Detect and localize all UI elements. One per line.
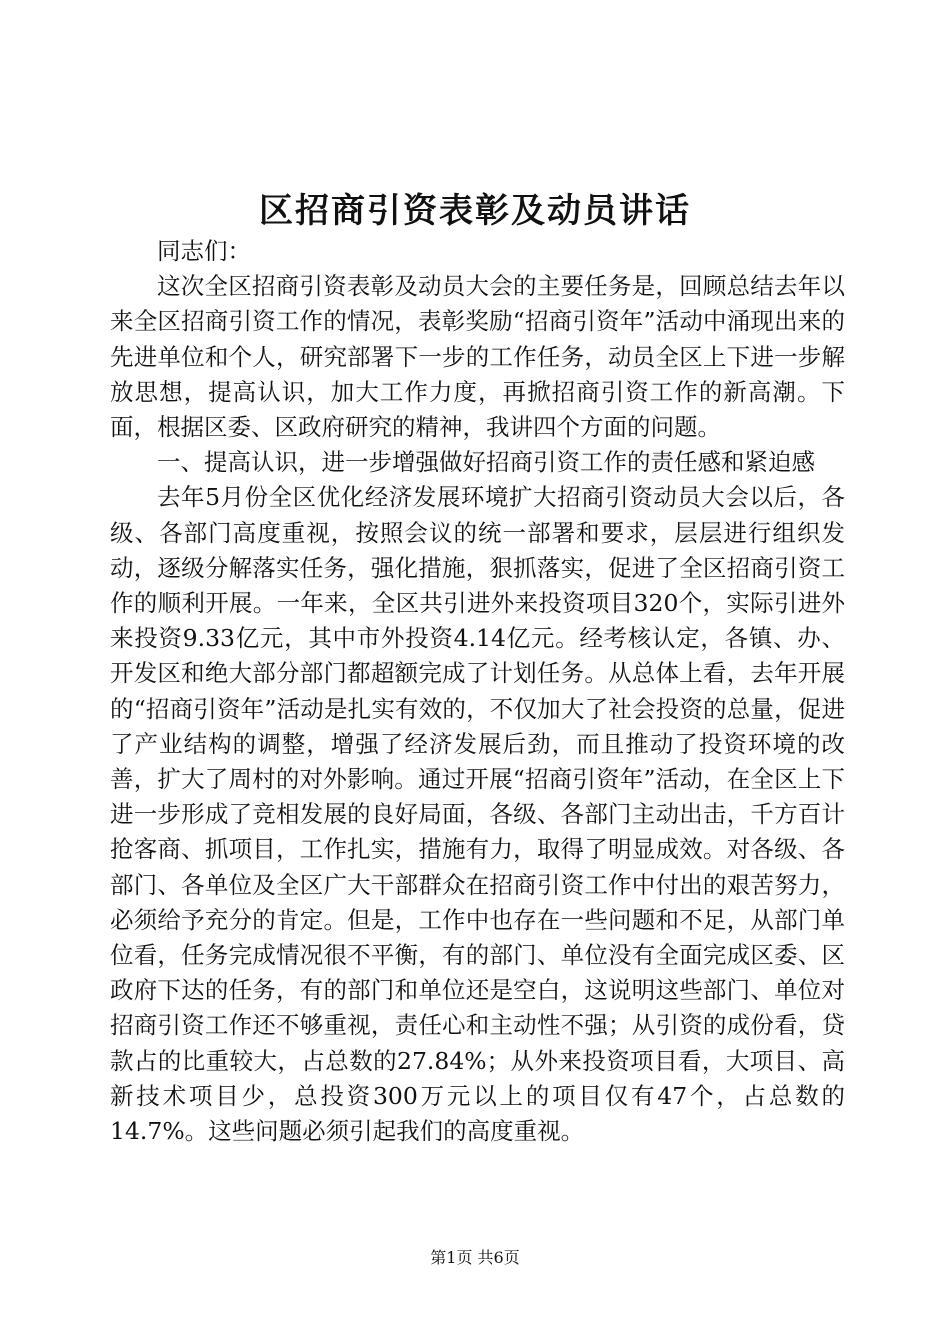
section-heading-1: 一、提高认识，进一步增强做好招商引资工作的责任感和紧迫感	[157, 448, 815, 477]
salutation-paragraph: 同志们：	[157, 237, 251, 265]
intro-paragraph: 这次全区招商引资表彰及动员大会的主要任务是，回顾总结去年以来全区招商引资工作的情况，表彰奖励“招商引资年”活动中涌现出来的先进单位和个人，研究部署下一步的工作任务，动员全区上下进一步解放思想，提高认识，加大工作力度，再掀招商引资工作的新高潮。下面，根据区委、区政府研究的精神，我讲四个方面的问题。	[110, 272, 845, 442]
document-body	[110, 234, 845, 1149]
page-footer: 第1页 共6页	[430, 1248, 520, 1267]
document-title: 区招商引资表彰及动员讲话	[259, 191, 691, 231]
section-1-paragraph: 去年5月份全区优化经济发展环境扩大招商引资动员大会以后，各级、各部门高度重视，按照会议的统一部署和要求，层层进行组织发动，逐级分解落实任务，强化措施，狠抓落实，促进了全区招商引资工作的顺利开展。一年来，全区共引进外来投资项目320个，实际引进外来投资9.33亿元，其中市外投资4.14亿元。经考核认定，各镇、办、开发区和绝大部分部门都超额完成了计划任务。从总体上看，去年开展的“招商引资年”活动是扎实有效的，不仅加大了社会投资的总量，促进了产业结构的调整，增强了经济发展后劲，而且推动了投资环境的改善，扩大了周村的对外影响。通过开展“招商引资年”活动，在全区上下进一步形成了竞相发展的良好局面，各级、各部门主动出击，千方百计抢客商、抓项目，工作扎实，措施有力，取得了明显成效。对各级、各部门、各单位及全区广大干部群众在招商引资工作中付出的艰苦努力，必须给予充分的肯定。但是，工作中也存在一些问题和不足，从部门单位看，任务完成情况很不平衡，有的部门、单位没有全面完成区委、区政府下达的任务，有的部门和单位还是空白，这说明这些部门、单位对招商引资工作还不够重视，责任心和主动性不强；从引资的成份看，贷款占的比重较大，占总数的27.84%；从外来投资项目看，大项目、高新技术项目少，总投资300万元以上的项目仅有47个，占总数的14.7%。这些问题必须引起我们的高度重视。	[110, 483, 845, 1146]
